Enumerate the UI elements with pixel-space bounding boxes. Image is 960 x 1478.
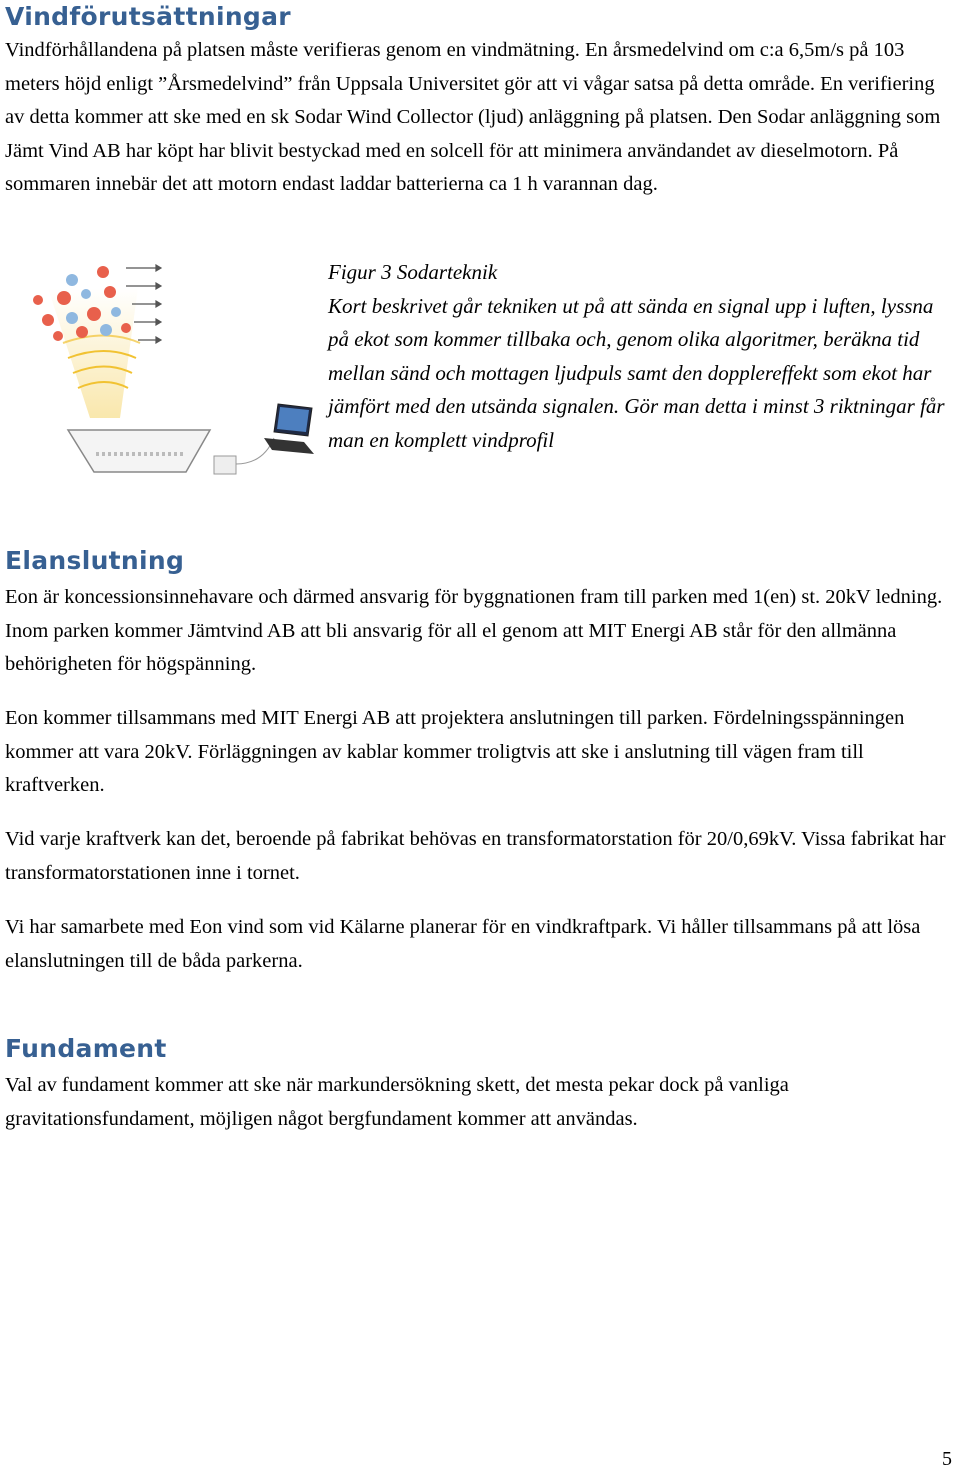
page-number: 5: [942, 1448, 952, 1470]
caption-text: Kort beskrivet går tekniken ut på att sända en signal upp i luften, lyssna på ekot som kommer tillbaka och, genom olika algoritmer, beräkna tid mellan sänd och mottagen ljudpuls samt den dopplereffekt som ekot har jämfört med den utsända signalen. Gör man detta i minst 3 riktningar får man en komplett vindprofil: [328, 293, 945, 452]
heading-wind: Vindförutsättningar: [5, 2, 291, 31]
caption-title: Figur 3 Sodarteknik: [328, 260, 498, 284]
paragraph-foundation: Val av fundament kommer att ske när markundersökning skett, det mesta pekar dock på vanliga gravitationsfundament, möjligen något bergfundament kommer att användas.: [5, 1074, 789, 1130]
sodar-figure: [28, 258, 318, 488]
control-box: [214, 438, 274, 474]
paragraph-grid-4: Vi har samarbete med Eon vind som vid Kälarne planerar för en vindkraftpark. Vi håller tillsammans på att lösa elanslutningen till de båda parkerna.: [5, 916, 921, 972]
paragraph-grid-1: Eon är koncessionsinnehavare och därmed ansvarig för byggnationen fram till parken med 1(en) st. 20kV ledning. Inom parken kommer Jämtvind AB att bli ansvarig för all el genom att MIT Energi AB står för den allmänna behörigheten för högspänning.: [5, 586, 943, 675]
paragraph-grid-3: Vid varje kraftverk kan det, beroende på fabrikat behövas en transformatorstation för 20/0,69kV. Vissa fabrikat har transformatorstationen inne i tornet.: [5, 828, 946, 884]
paragraph-wind: Vindförhållandena på platsen måste verifieras genom en vindmätning. En årsmedelvind om c:a 6,5m/s på 103 meters höjd enligt ”Årsmedelvind” från Uppsala Universitet gör att vi vågar satsa på detta område. En verifiering av detta kommer att ske med en sk Sodar Wind Collector (ljud) anläggning på platsen. Den Sodar anläggning som Jämt Vind AB har köpt har blivit bestyckad med en solcell för att minimera användandet av dieselmotorn. På sommaren innebär det att motorn endast laddar batterierna ca 1 h varannan dag.: [5, 39, 941, 195]
heading-foundation: Fundament: [5, 1034, 167, 1063]
paragraph-grid-2: Eon kommer tillsammans med MIT Energi AB att projektera anslutningen till parken. Fördelningsspänningen kommer att vara 20kV. Förläggningen av kablar kommer troligtvis att ske i anslutning till vägen fram till kraftverken.: [5, 707, 905, 796]
sodar-antenna: [68, 430, 210, 472]
heading-grid: Elanslutning: [5, 546, 185, 575]
figure-caption: [328, 256, 958, 457]
laptop-icon: [264, 404, 314, 454]
